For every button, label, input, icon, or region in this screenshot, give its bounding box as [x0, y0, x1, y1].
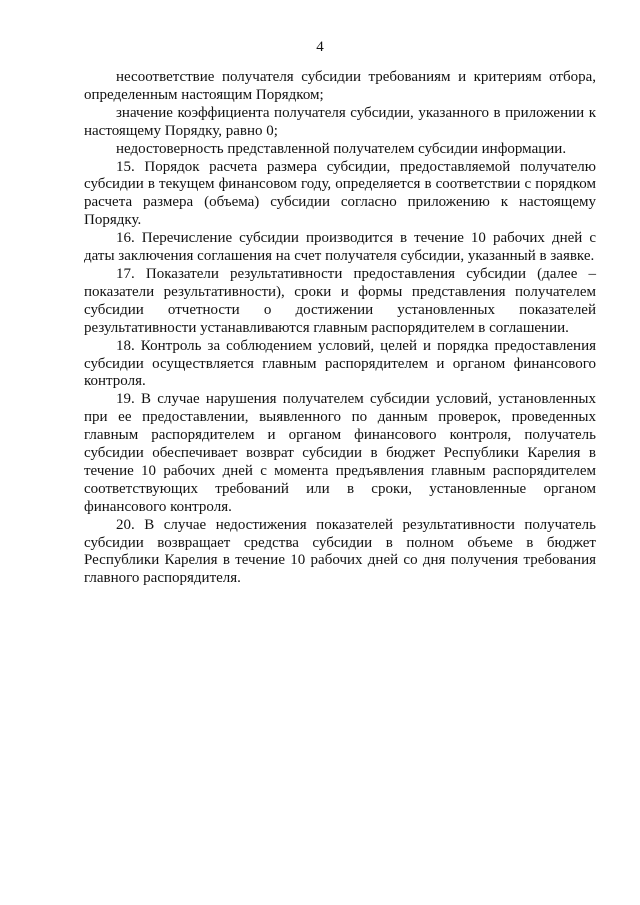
paragraph-18: 18. Контроль за соблюдением условий, целей и порядка предоставления субсидии осуществляется главным распорядителем и органом финансового контроля.: [84, 337, 596, 390]
paragraph-17: 17. Показатели результативности предоставления субсидии (далее – показатели результативности), сроки и формы представления получателем субсидии отчетности о достижении установленных показателей результативности устанавливаются главным распорядителем в соглашении.: [84, 265, 596, 336]
document-body: [84, 69, 596, 588]
page-number: 4: [316, 39, 324, 55]
paragraph-item-coefficient: значение коэффициента получателя субсидии, указанного в приложении к настоящему Порядку, равно 0;: [84, 104, 596, 139]
paragraph-15: 15. Порядок расчета размера субсидии, предоставляемой получателю субсидии в текущем финансовом году, определяется в соответствии с порядком расчета размера (объема) субсидии согласно приложению к настоящему Порядку.: [84, 158, 596, 229]
paragraph-16: 16. Перечисление субсидии производится в течение 10 рабочих дней с даты заключения соглашения на счет получателя субсидии, указанный в заявке.: [84, 230, 596, 265]
paragraph-19: 19. В случае нарушения получателем субсидии условий, установленных при ее предоставлении, выявленного по данным проверок, проведенных главным распорядителем и органом финансового контроля, получатель субсидии обеспечивает возврат субсидии в бюджет Республики Карелия в течение 10 рабочих дней с момента предъявления главным распорядителем соответствующих требований или в сроки, установленные органом финансового контроля.: [84, 391, 596, 515]
paragraph-item-noncompliance: несоответствие получателя субсидии требованиям и критериям отбора, определенным настоящим Порядком;: [84, 69, 596, 103]
paragraph-20: 20. В случае недостижения показателей результативности получатель субсидии возвращает средства субсидии в полном объеме в бюджет Республики Карелия в течение 10 рабочих дней со дня получения требования главного распорядителя.: [84, 516, 596, 587]
paragraph-item-unreliable-info: недостоверность представленной получателем субсидии информации.: [116, 140, 567, 157]
